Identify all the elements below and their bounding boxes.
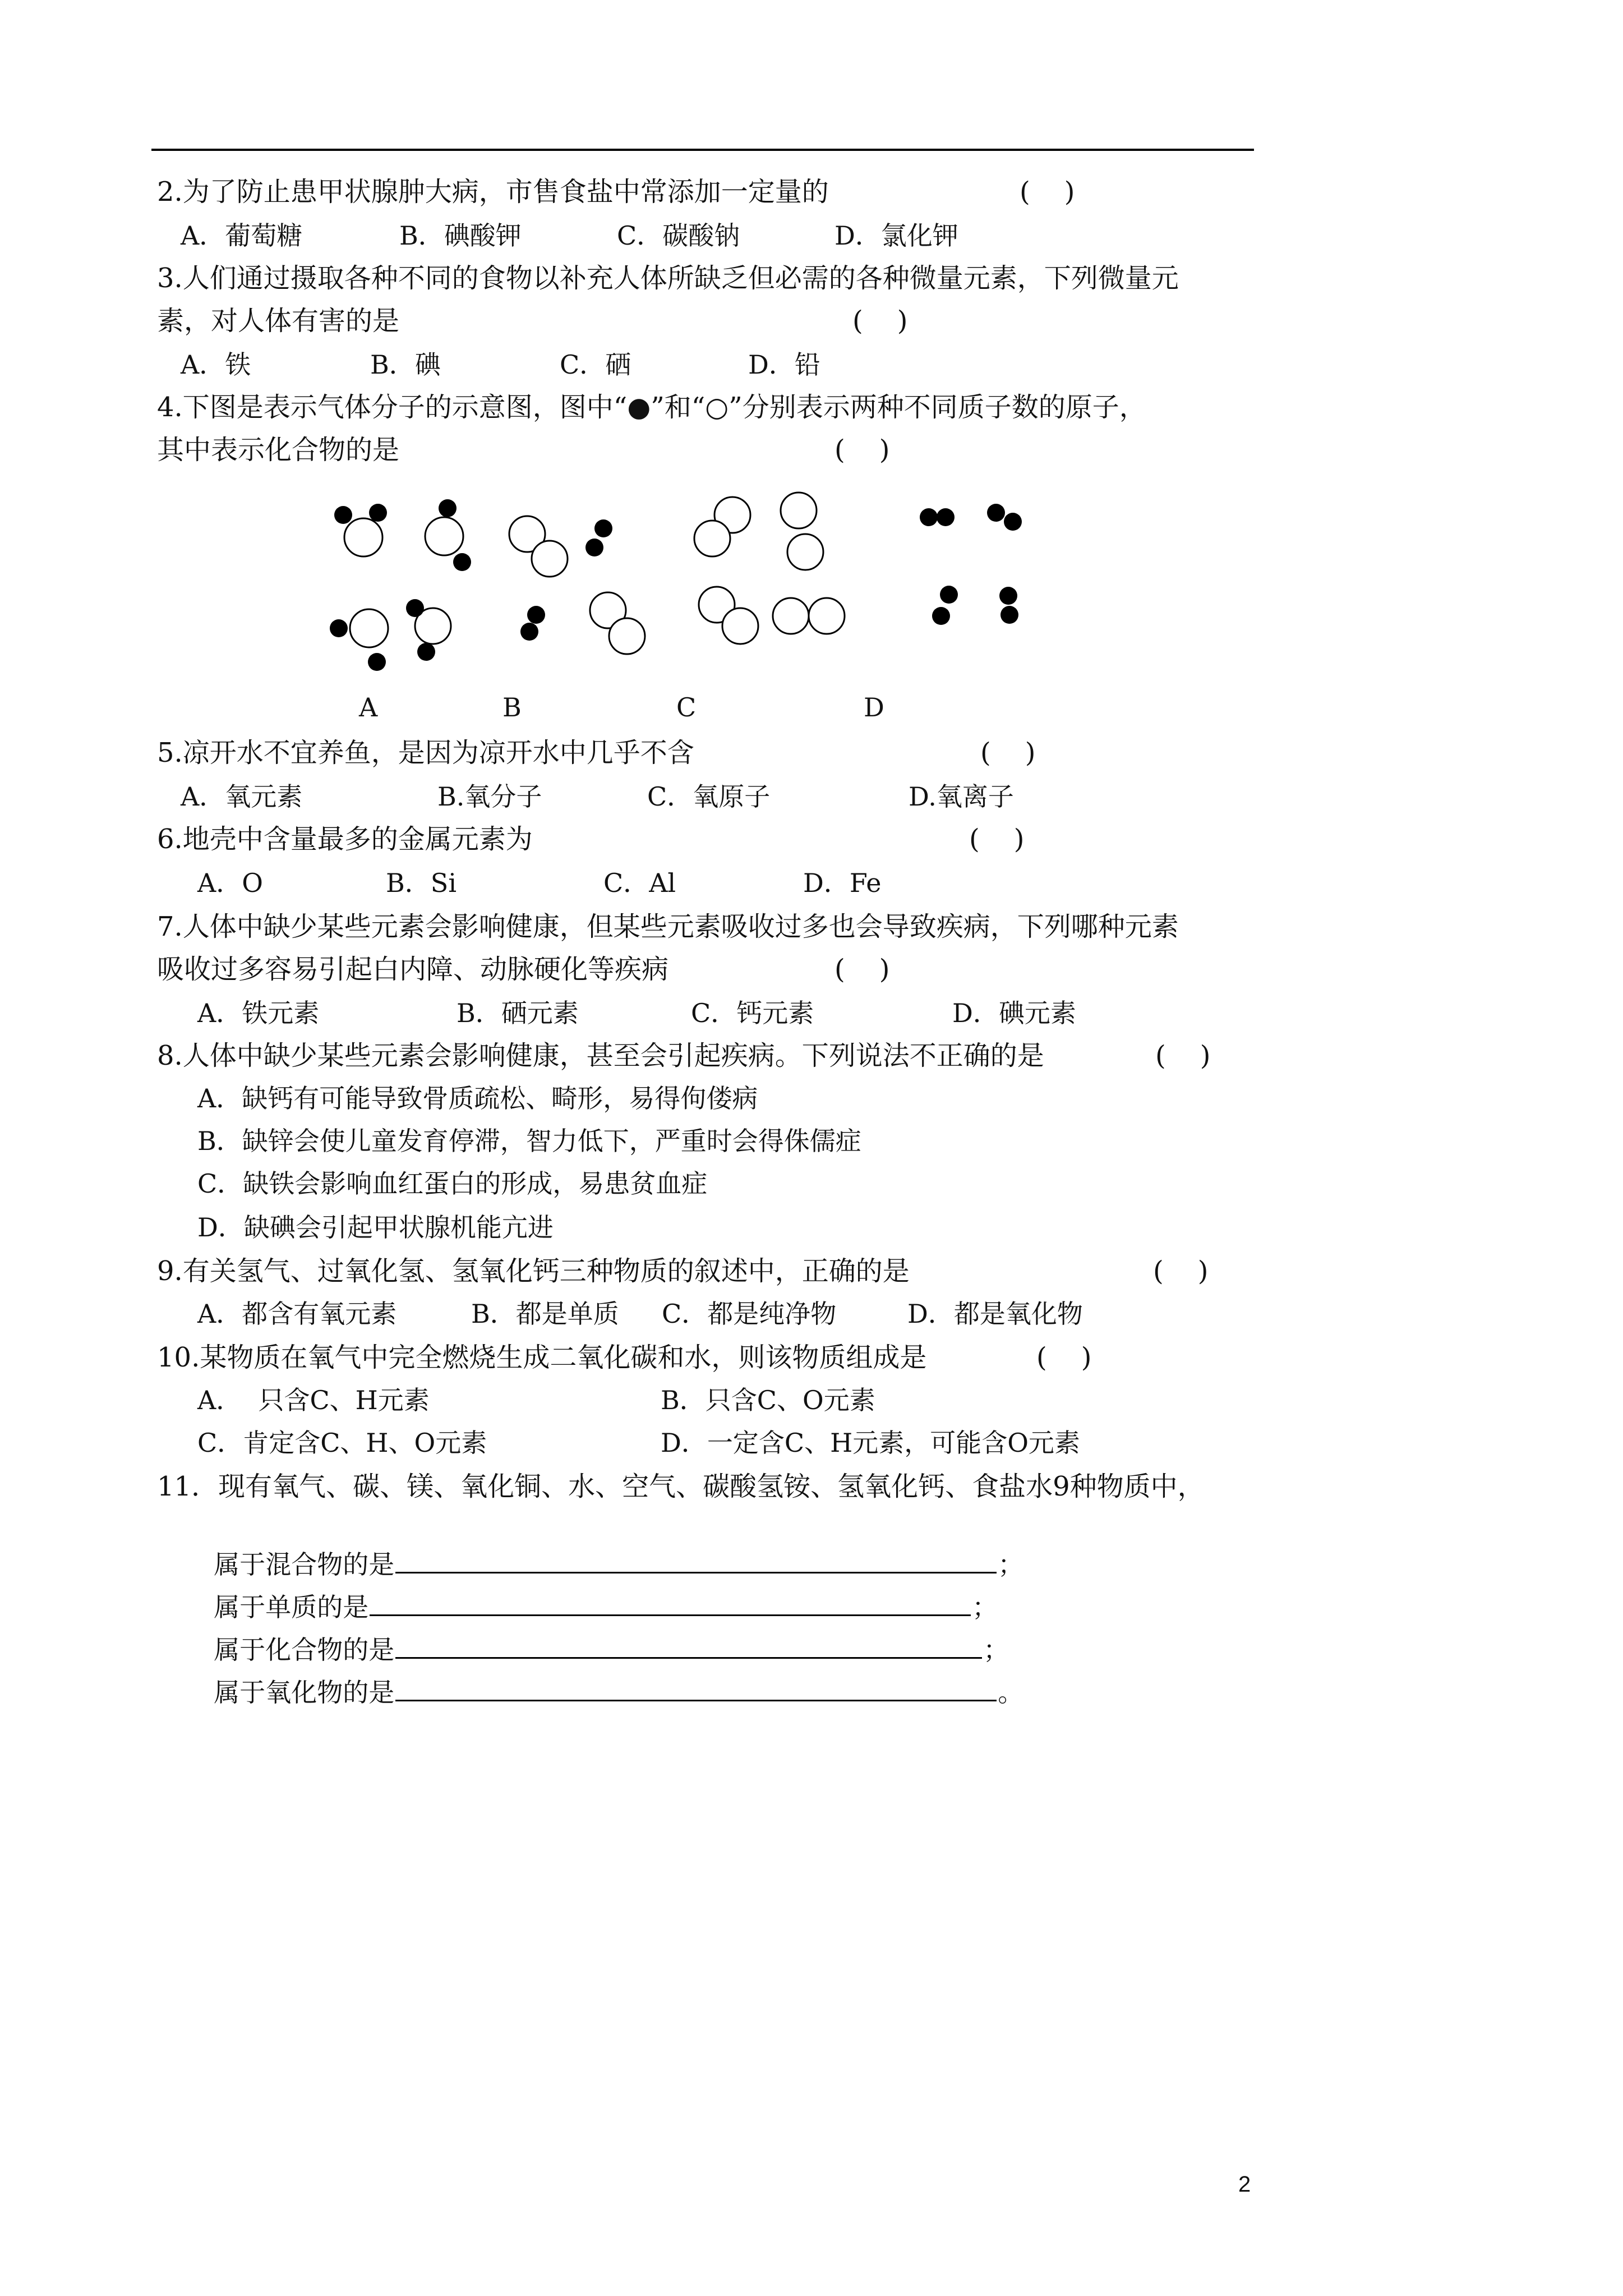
figure-label-c: C — [676, 692, 697, 723]
q8-option-c: C．缺铁会影响血红蛋白的形成，易患贫血症 — [197, 1168, 708, 1199]
q11-item-end: 。 — [998, 1677, 1024, 1708]
q9-option-b: B．都是单质 — [471, 1299, 619, 1329]
figure-label-a: A — [359, 692, 378, 723]
q9-answer-paren: ( ) — [1153, 1255, 1209, 1287]
q2-answer-paren: ( ) — [1020, 176, 1075, 208]
q7-answer-paren: ( ) — [834, 954, 890, 985]
q5-option-d: D.氧离子 — [909, 781, 1014, 812]
q11-item-end: ； — [972, 1592, 998, 1622]
q3-option-c: C．硒 — [560, 349, 631, 380]
q11-item-label: 属于化合物的是 — [214, 1635, 395, 1665]
q2-option-b: B．碘酸钾 — [399, 220, 522, 251]
q10-option-d: D．一定含C、H元素，可能含O元素 — [661, 1428, 1080, 1458]
figure-c-molecules — [694, 493, 845, 644]
q6-answer-paren: ( ) — [969, 823, 1025, 855]
q3-option-a: A．铁 — [181, 349, 251, 380]
q5-option-a: A．氧元素 — [181, 781, 303, 812]
q8-stem: 8.人体中缺少某些元素会影响健康，甚至会引起疾病。下列说法不正确的是 — [157, 1040, 1044, 1071]
q11-item-oxide — [197, 1641, 1023, 1709]
q11-item-label: 属于氧化物的是 — [214, 1677, 395, 1708]
q9-option-c: C．都是纯净物 — [662, 1299, 837, 1329]
q3-option-b: B．碘 — [370, 349, 441, 380]
figure-d-atoms — [920, 504, 1022, 625]
q6-option-c: C．Al — [603, 868, 676, 898]
q9-stem: 9.有关氢气、过氧化氢、氢氧化钙三种物质的叙述中，正确的是 — [157, 1255, 910, 1287]
figure-a-molecules — [344, 517, 463, 647]
q4-molecule-figure — [314, 477, 1043, 684]
q10-option-a: A． 只含C、H元素 — [197, 1385, 430, 1415]
q5-answer-paren: ( ) — [980, 737, 1036, 769]
figure-label-b: B — [502, 692, 522, 723]
q8-answer-paren: ( ) — [1155, 1040, 1211, 1071]
figure-label-d: D — [864, 692, 884, 723]
q6-stem: 6.地壳中含量最多的金属元素为 — [157, 823, 533, 855]
q2-stem: 2.为了防止患甲状腺肿大病，市售食盐中常添加一定量的 — [157, 176, 829, 208]
q3-answer-paren: ( ) — [852, 305, 908, 337]
q11-stem: 11．现有氧气、碳、镁、氧化铜、水、空气、碳酸氢铵、氢氧化钙、食盐水9种物质中， — [157, 1471, 1205, 1502]
q10-answer-paren: ( ) — [1036, 1342, 1092, 1373]
q10-option-c: C．肯定含C、H、O元素 — [197, 1428, 487, 1458]
q7-option-d: D．碘元素 — [952, 998, 1076, 1028]
q5-option-b: B.氧分子 — [437, 781, 542, 812]
q9-option-a: A．都含有氧元素 — [197, 1299, 397, 1329]
q7-option-c: C．钙元素 — [691, 998, 814, 1028]
q10-option-b: B．只含C、O元素 — [661, 1385, 875, 1415]
q9-option-d: D．都是氧化物 — [907, 1299, 1083, 1329]
q4-stem-line1: 4.下图是表示气体分子的示意图，图中“●”和“○”分别表示两种不同质子数的原子， — [157, 392, 1146, 423]
q4-answer-paren: ( ) — [834, 434, 890, 466]
q8-option-d: D．缺碘会引起甲状腺机能亢进 — [197, 1212, 554, 1243]
q7-option-b: B．硒元素 — [457, 998, 579, 1028]
q7-stem-line2: 吸收过多容易引起白内障、动脉硬化等疾病 — [157, 954, 669, 985]
q3-option-d: D．铅 — [748, 349, 820, 380]
q7-stem-line1: 7.人体中缺少某些元素会影响健康，但某些元素吸收过多也会导致疾病，下列哪种元素 — [157, 911, 1179, 942]
q11-item-label: 属于混合物的是 — [214, 1549, 395, 1580]
q10-stem: 10.某物质在氧气中完全燃烧生成二氧化碳和水，则该物质组成是 — [157, 1342, 927, 1373]
q7-option-a: A．铁元素 — [197, 998, 320, 1028]
answer-blank-oxide[interactable] — [395, 1675, 997, 1701]
q11-item-end: ； — [983, 1635, 1009, 1665]
q3-stem-line1: 3.人们通过摄取各种不同的食物以补充人体所缺乏但必需的各种微量元素，下列微量元 — [157, 263, 1179, 294]
q2-option-c: C．碳酸钠 — [617, 220, 740, 251]
q11-item-end: ； — [998, 1549, 1024, 1580]
q8-option-a: A．缺钙有可能导致骨质疏松、畸形，易得佝偻病 — [197, 1083, 758, 1114]
q2-option-a: A．葡萄糖 — [181, 220, 303, 251]
q11-item-label: 属于单质的是 — [214, 1592, 369, 1622]
q6-option-a: A．O — [197, 868, 263, 898]
q8-option-b: B．缺锌会使儿童发育停滞，智力低下，严重时会得侏儒症 — [197, 1126, 861, 1156]
q4-stem-line2: 其中表示化合物的是 — [157, 434, 400, 466]
page-number: 2 — [1238, 2172, 1251, 2197]
q6-option-d: D．Fe — [803, 868, 882, 898]
q2-option-d: D．氯化钾 — [834, 220, 958, 251]
header-rule — [151, 149, 1254, 151]
q6-option-b: B．Si — [386, 868, 457, 898]
q3-stem-line2: 素，对人体有害的是 — [157, 305, 400, 337]
q5-option-c: C．氧原子 — [647, 781, 771, 812]
q5-stem: 5.凉开水不宜养鱼，是因为凉开水中几乎不含 — [157, 737, 694, 769]
